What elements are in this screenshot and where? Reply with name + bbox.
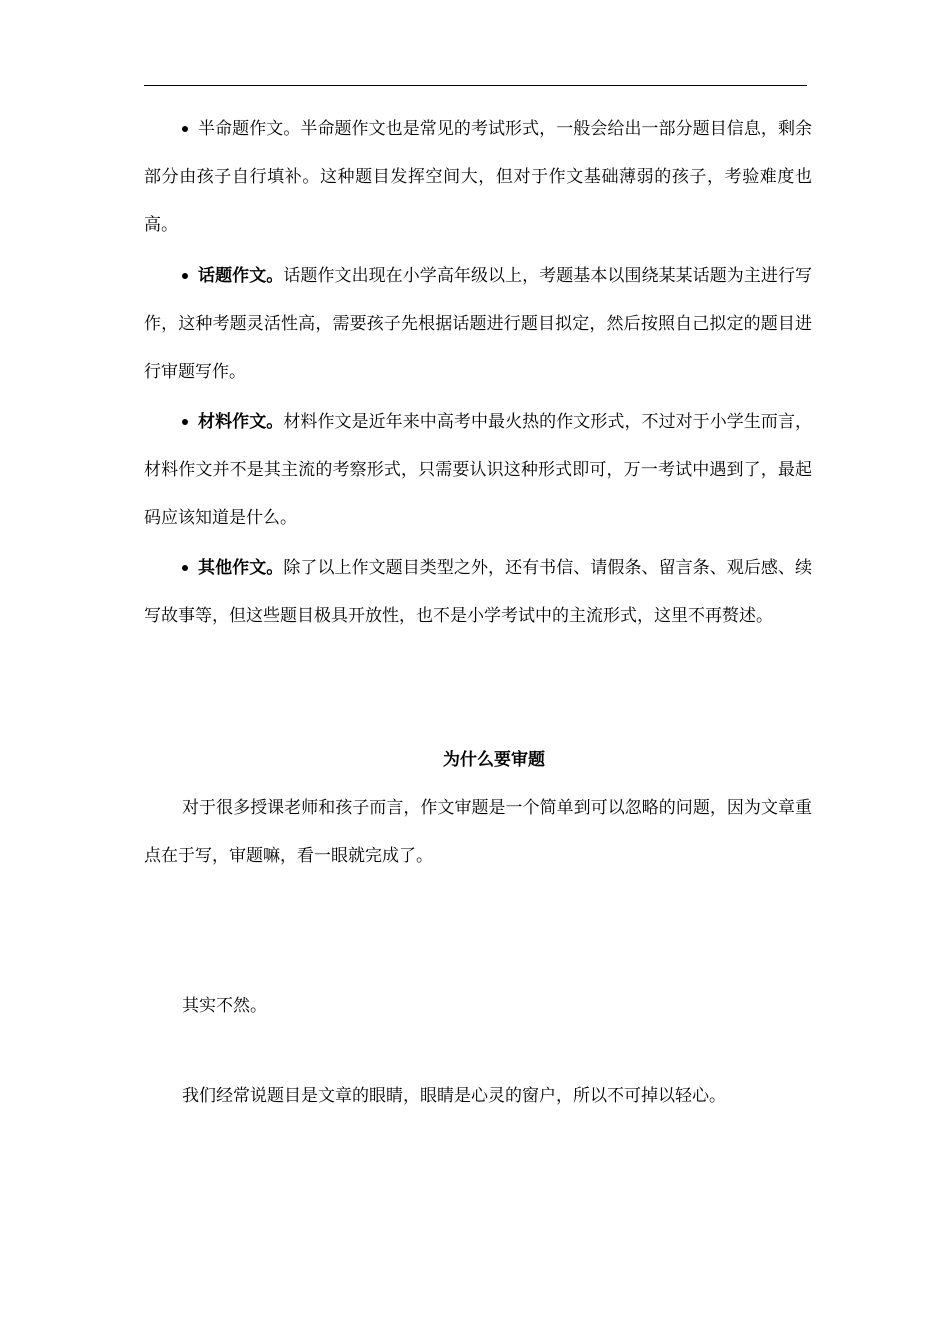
list-item xyxy=(144,252,812,396)
bullet-icon xyxy=(182,565,188,571)
list-item-term: 半命题作文。 xyxy=(198,119,301,139)
body-paragraph: 我们经常说题目是文章的眼睛，眼睛是心灵的窗户，所以不可掉以轻心。 xyxy=(182,1086,726,1106)
bullet-icon xyxy=(182,273,188,279)
list-item xyxy=(144,544,812,640)
list-item-term: 其他作文。 xyxy=(198,558,284,578)
bullet-icon xyxy=(182,126,188,132)
header-rule xyxy=(144,85,807,86)
list-item-term: 材料作文。 xyxy=(198,412,284,432)
list-item-term: 话题作文。 xyxy=(198,266,284,286)
list-item xyxy=(144,105,812,249)
list-item xyxy=(144,398,812,542)
list-item-text: 话题作文出现在小学高年级以上，考题基本以围绕某某话题为主进行写作，这种考题灵活性高，需要孩子先根据话题进行题目拟定，然后按照自己拟定的题目进行审题写作。 xyxy=(144,266,813,382)
section-heading: 为什么要审题 xyxy=(443,750,545,770)
bullet-icon xyxy=(182,419,188,425)
list-item-text: 除了以上作文题目类型之外，还有书信、请假条、留言条、观后感、续写故事等，但这些题目极具开放性，也不是小学考试中的主流形式，这里不再赘述。 xyxy=(144,558,813,626)
body-paragraph: 对于很多授课老师和孩子而言，作文审题是一个简单到可以忽略的问题，因为文章重点在于写，审题嘛，看一眼就完成了。 xyxy=(144,798,812,866)
body-paragraph: 其实不然。 xyxy=(182,996,267,1016)
list-item-text: 材料作文是近年来中高考中最火热的作文形式，不过对于小学生而言，材料作文并不是其主流的考察形式，只需要认识这种形式即可，万一考试中遇到了，最起码应该知道是什么。 xyxy=(144,412,813,528)
list-item-text: 半命题作文也是常见的考试形式，一般会给出一部分题目信息，剩余部分由孩子自行填补。这种题目发挥空间大，但对于作文基础薄弱的孩子，考验难度也高。 xyxy=(144,119,813,235)
